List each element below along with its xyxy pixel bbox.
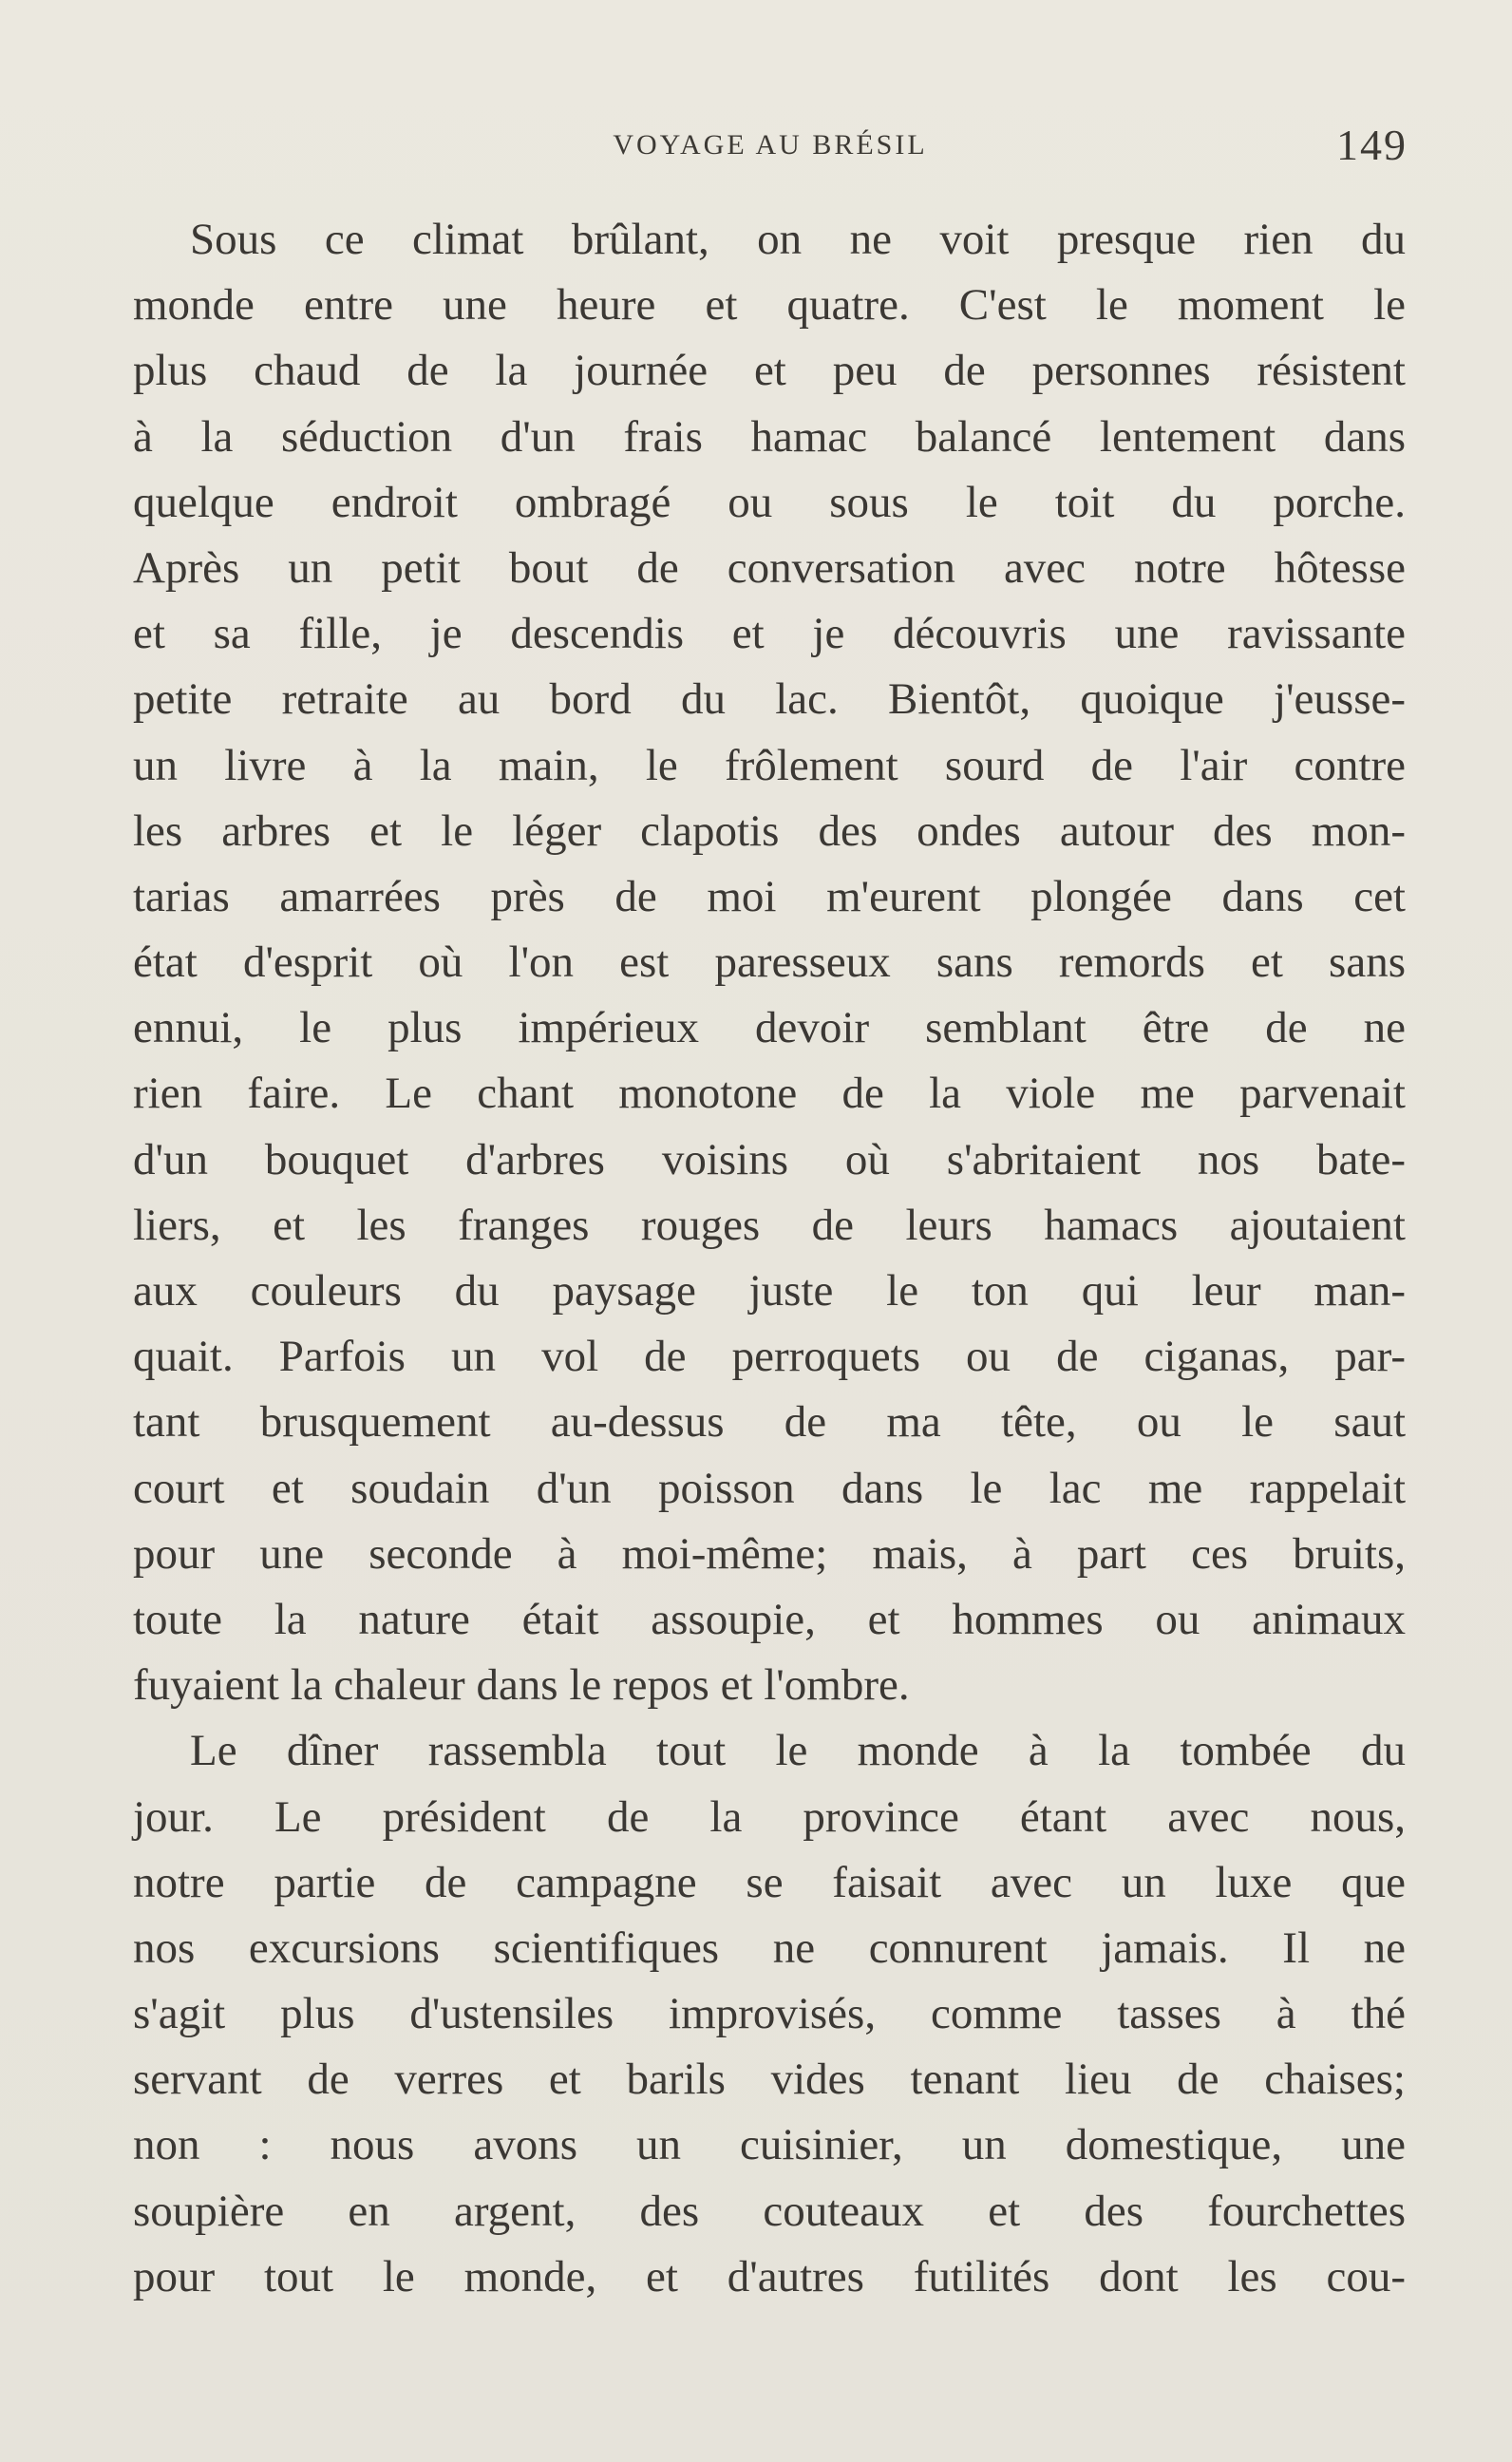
text-line: jour. Le président de la province étant avec nous, xyxy=(133,1791,1406,1842)
text-line: Sous ce climat brûlant, on ne voit presque rien du xyxy=(190,215,1406,264)
text-line: plus chaud de la journée et peu de personnes résistent xyxy=(133,346,1406,396)
text-line: les arbres et le léger clapotis des ondes autour des mon- xyxy=(133,805,1406,856)
text-line: quait. Parfois un vol de perroquets ou de ciganas, par- xyxy=(133,1332,1406,1382)
text-line: et sa fille, je descendis et je découvris une ravissante xyxy=(133,609,1406,659)
text-line: ennui, le plus impérieux devoir semblant être de ne xyxy=(133,1003,1406,1053)
text-line: aux couleurs du paysage juste le ton qui leur man- xyxy=(133,1266,1406,1316)
text-line: un livre à la main, le frôlement sourd de l'air contre xyxy=(133,740,1406,790)
text-line: court et soudain d'un poisson dans le lac me rappelait xyxy=(133,1463,1406,1513)
text-line: servant de verres et barils vides tenant lieu de chaises; xyxy=(133,2055,1406,2105)
text-line: à la séduction d'un frais hamac balancé lentement dans xyxy=(133,411,1406,462)
text-line: Le dîner rassembla tout le monde à la tombée du xyxy=(190,1726,1406,1776)
text-line: rien faire. Le chant monotone de la viole me parvenait xyxy=(133,1069,1406,1119)
text-line: Après un petit bout de conversation avec notre hôtesse xyxy=(133,542,1406,593)
text-line: nos excursions scientifiques ne connurent jamais. Il ne xyxy=(133,1922,1406,1973)
text-line: monde entre une heure et quatre. C'est le moment le xyxy=(133,280,1406,331)
text-line: tant brusquement au-dessus de ma tête, ou le saut xyxy=(133,1397,1406,1448)
page-number: 149 xyxy=(1336,121,1408,169)
text-line: notre partie de campagne se faisait avec un luxe que xyxy=(133,1857,1406,1907)
text-line: quelque endroit ombragé ou sous le toit du porche. xyxy=(133,477,1406,527)
text-line: soupière en argent, des couteaux et des fourchettes xyxy=(133,2186,1406,2236)
running-head: VOYAGE AU BRÉSIL xyxy=(613,129,928,161)
text-line: pour une seconde à moi-même; mais, à part ces bruits, xyxy=(133,1528,1406,1579)
text-line: état d'esprit où l'on est paresseux sans remords et sans xyxy=(133,937,1406,988)
text-line: toute la nature était assoupie, et hommes ou animaux xyxy=(133,1594,1406,1644)
text-line: s'agit plus d'ustensiles improvisés, comme tasses à thé xyxy=(133,1989,1406,2039)
text-line: tarias amarrées près de moi m'eurent plongée dans cet xyxy=(133,871,1406,921)
text-line: pour tout le monde, et d'autres futilités dont les cou- xyxy=(133,2251,1406,2301)
text-line: fuyaient la chaleur dans le repos et l'ombre. xyxy=(133,1660,910,1711)
text-line: liers, et les franges rouges de leurs hamacs ajoutaient xyxy=(133,1200,1406,1250)
text-line: non : nous avons un cuisinier, un domestique, une xyxy=(133,2120,1406,2170)
text-line: d'un bouquet d'arbres voisins où s'abritaient nos bate- xyxy=(133,1134,1406,1184)
body-text xyxy=(133,207,1406,2310)
page-header xyxy=(133,122,1408,179)
text-line: petite retraite au bord du lac. Bientôt, quoique j'eusse- xyxy=(133,674,1406,725)
